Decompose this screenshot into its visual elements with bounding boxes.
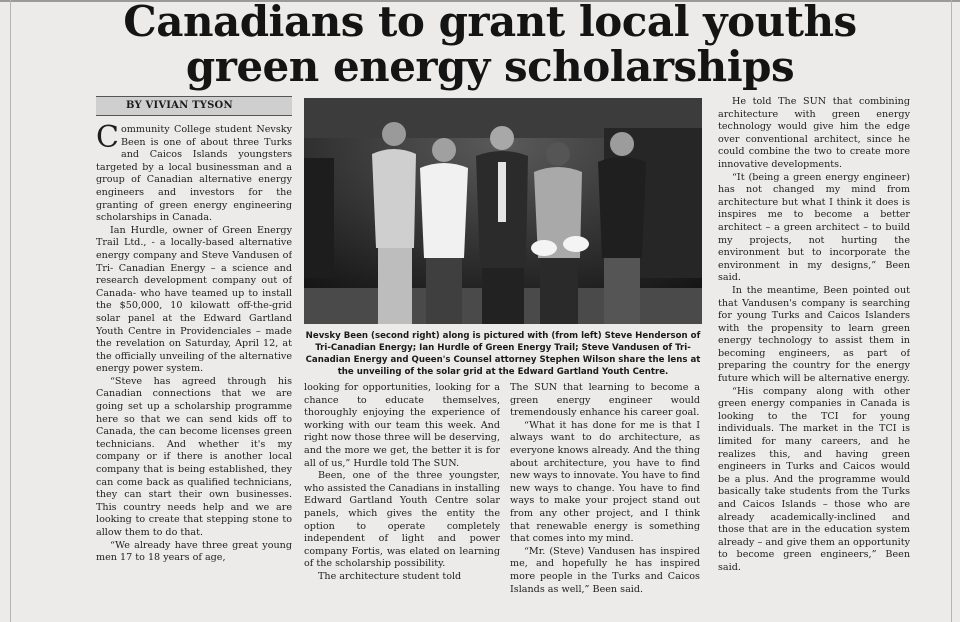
left-margin-rule	[10, 0, 11, 622]
article-column-2	[304, 382, 500, 622]
paragraph: The SUN that learning to become a green energy engineer would tremendously enhance his career goal.	[510, 382, 700, 419]
paragraph: In the meantime, Been pointed out that Vandusen's company is searching for young Turks and Caicos Islanders with the propensity to learn green energy technology to assist them in becoming engineers, as part of preparing the country for the energy future which will be alternative energy.	[718, 284, 910, 385]
article-column-3	[510, 382, 700, 622]
drop-cap: C	[96, 124, 119, 155]
article-column-1	[96, 124, 292, 622]
paragraph: “Mr. (Steve) Vandusen has inspired me, and hopefully he has inspired more people in the Turks and Caicos Islands as well,” Been said.	[510, 545, 700, 595]
paragraph: “Steve has agreed through his Canadian connections that we are going set up a scholarship programme here so that we can send kids off to Canada, the can become licenses green technicians. And whether it's my company or if there is another local company that is being established, they can come back as qualified technicians, they can start their own businesses. This country needs help and we are looking to create that stepping stone to allow them to do that.	[96, 375, 292, 538]
paragraph: “What it has done for me is that I always want to do architecture, as everyone knows already. And the thing about architecture, you have to find new ways to innovate. You have to find new ways to change. You have to find ways to make your project stand out from any other project, and I think that renewable energy is something that comes into my mind.	[510, 419, 700, 545]
paragraph: “His company along with other green energy companies in Canada is looking to the TCI for young individuals. The market in the TCI is limited for many careers, and he realizes this, and having green engineers in Turks and Caicos would be a plus. And the programme would basically take students from the Turks and Caicos Islands – those who are already academically-inclined and those that are in the education system already – and give them an opportunity to become green engineers,” Been said.	[718, 385, 910, 573]
paragraph: He told The SUN that combining architecture with green energy technology would give him the edge over conventional architect, since he could combine the two to create more innovative developments.	[718, 96, 910, 170]
headline-line-2: green energy scholarships	[185, 42, 795, 91]
paragraph: “It (being a green energy engineer) has not changed my mind from architecture but what I think it does is inspires me to become a better architect – a green architect – to build my projects, not hurting the environment but to incorporate the environment in my designs,” Been said.	[718, 171, 910, 284]
paragraph: looking for opportunities, looking for a chance to educate themselves, thoroughly enjoying the experience of working with our team this week. And right now those three will be deserving, and the more we get, the better it is for all of us,” Hurdle told The SUN.	[304, 382, 500, 469]
paragraph: Ian Hurdle, owner of Green Energy Trail Ltd., - a locally-based alternative energy company and Steve Vandusen of Tri- Canadian Energy – a science and research development company out of Canada- who have teamed up to install the $50,000, 10 kilowatt off-the-grid solar panel at the Edward Gartland Youth Centre in Providenciales – made the revelation on Saturday, April 12, at the officially unveiling of the alternative energy power system.	[96, 224, 292, 375]
byline: BY VIVIAN TYSON	[96, 96, 292, 116]
headline-line-1: Canadians to grant local youths	[123, 0, 857, 46]
lead-paragraph	[96, 124, 292, 225]
paragraph-text: ommunity College student Nevsky Been is one of about three Turks and Caicos Islands youngsters targeted by a local businessman and a group of Canadian alternative energy engineers and investors for the granting of green energy engineering scholarships in Canada.	[96, 124, 292, 224]
photo-illustration	[304, 98, 702, 324]
photo-caption: Nevsky Been (second right) along is pictured with (from left) Steve Henderson of Tri-Canadian Energy; Ian Hurdle of Green Energy Trail; Steve Vandusen of Tri- Canadian Energy and Queen's Counsel attorney Stephen Wilson share the lens at the unveiling of the solar grid at the Edward Gartland Youth Centre.	[305, 331, 701, 377]
right-margin-rule	[951, 0, 952, 622]
article-column-4	[718, 96, 910, 622]
paragraph: “We already have three great young men 17 to 18 years of age,	[96, 539, 292, 564]
paragraph: Been, one of the three youngster, who assisted the Canadians in installing Edward Gartland Youth Centre solar panels, which gives the entity the option to operate completely independent of light and power company Fortis, was elated on learning of the scholarship possibility.	[304, 470, 500, 570]
article-photo	[304, 98, 702, 324]
paragraph: The architecture student told	[318, 570, 462, 582]
